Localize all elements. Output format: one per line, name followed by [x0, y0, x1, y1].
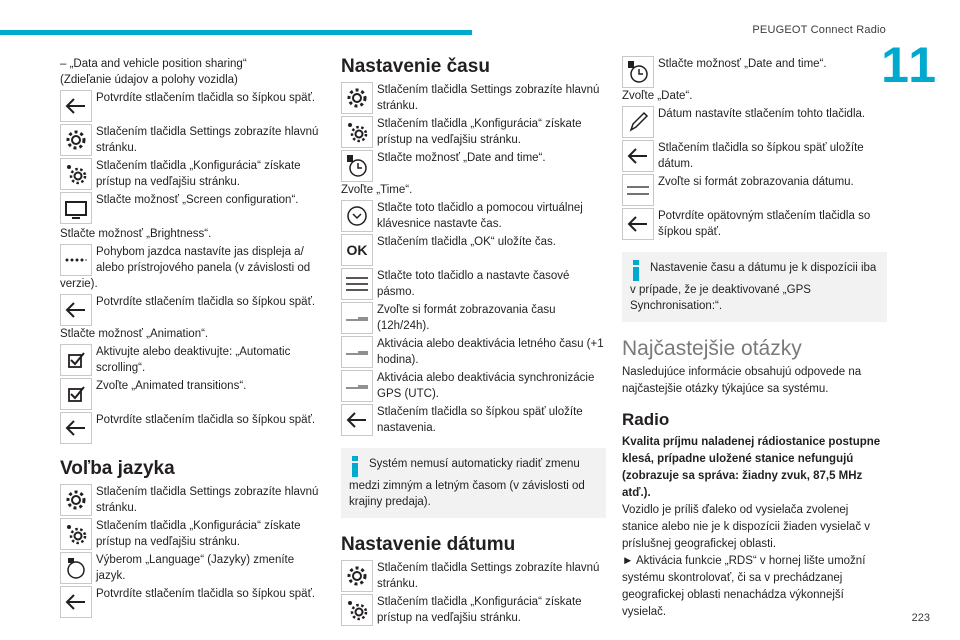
step-row: Pohybom jazdca nastavíte jas displeja a/ alebo prístrojového panela (v závislosti od: [60, 244, 325, 276]
animation-line: Stlačte možnosť „Animation“.: [60, 328, 209, 340]
header-accent-bar: [0, 30, 472, 35]
section-title-faq: Najčastejšie otázky: [622, 337, 802, 360]
format-icon[interactable]: [622, 174, 654, 206]
info-icon: [349, 456, 361, 478]
back-arrow-icon[interactable]: [60, 294, 92, 326]
radio-answer-2: ► Aktivácia funkcie „RDS“ v hornej lište umožní systému skontrolovať, či sa v prechádzanej geografickej oblasti nenachádza výkonnejší vysielač.: [622, 555, 866, 618]
back-arrow-icon[interactable]: [60, 90, 92, 122]
back-arrow-icon[interactable]: [60, 412, 92, 444]
step-row: Potvrdíte stlačením tlačidla so šípkou späť.: [60, 294, 325, 326]
faq-intro: Nasledujúce informácie obsahujú odpovede na najčastejšie otázky týkajúce sa systému.: [622, 366, 862, 395]
step-row: Stlačte toto tlačidlo a pomocou virtuálnej klávesnice nastavte čas.: [341, 200, 606, 232]
section-title-language: Voľba jazyka: [60, 458, 175, 479]
brightness-line: Stlačte možnosť „Brightness“.: [60, 228, 212, 240]
clock-icon[interactable]: [622, 56, 654, 88]
step-row: Stlačením tlačidla so šípkou späť uložíte dátum.: [622, 140, 887, 172]
step-row: Stlačením tlačidla so šípkou späť uložíte nastavenia.: [341, 404, 606, 436]
gear-icon[interactable]: [341, 82, 373, 114]
section-title-date: Nastavenie dátumu: [341, 534, 516, 555]
screen-icon[interactable]: [60, 192, 92, 224]
back-arrow-icon[interactable]: [622, 208, 654, 240]
step-row: Dátum nastavíte stlačením tohto tlačidla.: [622, 106, 887, 138]
chapter-number: 11: [881, 37, 938, 93]
radio-question: Kvalita príjmu naladenej rádiostanice postupne klesá, prípadne uložené stanice nefungujú (zobrazuje sa správa: žiadny zvuk, 87,5 MHz atď.).: [622, 436, 881, 499]
step-row: Stlačte možnosť „Date and time“.: [622, 56, 887, 88]
step-row: Stlačením tlačidla Settings zobrazíte hlavnú stránku.: [60, 124, 325, 156]
step-row: Zvoľte „Animated transitions“.: [60, 378, 325, 410]
step-row: Výberom „Language“ (Jazyky) zmeníte jazyk.: [60, 552, 325, 584]
gear-icon[interactable]: [341, 560, 373, 592]
back-arrow-icon[interactable]: [60, 586, 92, 618]
list-icon[interactable]: [341, 268, 373, 300]
dropdown-icon[interactable]: [341, 200, 373, 232]
time-line: Zvoľte „Time“.: [341, 184, 413, 196]
step-row: Stlačením tlačidla „Konfigurácia“ získate prístup na vedľajšiu stránku.: [60, 158, 325, 190]
pencil-icon[interactable]: [622, 106, 654, 138]
step-row: Potvrdíte stlačením tlačidla so šípkou späť.: [60, 586, 325, 618]
back-arrow-icon[interactable]: [622, 140, 654, 172]
step-row: Aktivácia alebo deaktivácia letného času (+1 hodina).: [341, 336, 606, 368]
page-number: 223: [911, 612, 930, 624]
column-1: [60, 56, 325, 618]
step-row: OK Stlačením tlačidla „OK“ uložíte čas.: [341, 234, 606, 266]
step-row: Zvoľte si formát zobrazovania času (12h/24h).: [341, 302, 606, 334]
step-row: Aktivácia alebo deaktivácia synchronizácie GPS (UTC).: [341, 370, 606, 402]
step-row: Potvrdíte stlačením tlačidla so šípkou späť.: [60, 90, 325, 122]
section-title-time: Nastavenie času: [341, 56, 490, 77]
toggle-icon[interactable]: [341, 336, 373, 368]
step-row: Stlačením tlačidla „Konfigurácia“ získate prístup na vedľajšiu stránku.: [60, 518, 325, 550]
info-icon: [630, 260, 642, 282]
slider-icon[interactable]: [60, 244, 92, 276]
language-icon[interactable]: [60, 552, 92, 584]
configuration-icon[interactable]: [60, 518, 92, 550]
column-2: [341, 56, 606, 626]
step-row: Potvrdíte stlačením tlačidla so šípkou späť.: [60, 412, 325, 444]
section-title-radio: Radio: [622, 410, 670, 429]
ok-button[interactable]: OK: [341, 234, 373, 266]
intro-line: – „Data and vehicle position sharing“: [60, 58, 247, 70]
gear-icon[interactable]: [60, 484, 92, 516]
step-row: Stlačením tlačidla Settings zobrazíte hlavnú stránku.: [60, 484, 325, 516]
configuration-icon[interactable]: [341, 116, 373, 148]
step-row: Stlačením tlačidla Settings zobrazíte hlavnú stránku.: [341, 82, 606, 114]
brightness-cont: verzie).: [60, 278, 98, 290]
toggle-icon[interactable]: [341, 302, 373, 334]
gear-icon[interactable]: [60, 124, 92, 156]
back-arrow-icon[interactable]: [341, 404, 373, 436]
step-row: Stlačte možnosť „Date and time“.: [341, 150, 606, 182]
checkbox-icon[interactable]: [60, 378, 92, 410]
step-row: Zvoľte si formát zobrazovania dátumu.: [622, 174, 887, 206]
step-row: Stlačte toto tlačidlo a nastavte časové pásmo.: [341, 268, 606, 300]
date-line: Zvoľte „Date“.: [622, 90, 693, 102]
step-row: Potvrdíte opätovným stlačením tlačidla so šípkou späť.: [622, 208, 887, 240]
step-row: Stlačte možnosť „Screen configuration“.: [60, 192, 325, 224]
info-box: Systém nemusí automaticky riadiť zmenu medzi zimným a letným časom (v závislosti od krajiny predaja).: [341, 448, 606, 518]
column-3: [622, 56, 887, 621]
intro-line-2: (Zdieľanie údajov a polohy vozidla): [60, 74, 238, 86]
clock-icon[interactable]: [341, 150, 373, 182]
info-box: Nastavenie času a dátumu je k dispozícii iba v prípade, že je deaktivované „GPS Synchronisation:“.: [622, 252, 887, 322]
step-row: Stlačením tlačidla Settings zobrazíte hlavnú stránku.: [341, 560, 606, 592]
configuration-icon[interactable]: [60, 158, 92, 190]
radio-answer: Vozidlo je príliš ďaleko od vysielača zvolenej stanice alebo nie je k dispozícii žiaden vysielač v príslušnej geografickej oblasti.: [622, 504, 871, 550]
step-row: Aktivujte alebo deaktivujte: „Automatic scrolling“.: [60, 344, 325, 376]
header-title: PEUGEOT Connect Radio: [752, 24, 886, 36]
toggle-icon[interactable]: [341, 370, 373, 402]
checkbox-icon[interactable]: [60, 344, 92, 376]
step-row: Stlačením tlačidla „Konfigurácia“ získate prístup na vedľajšiu stránku.: [341, 116, 606, 148]
step-row: Stlačením tlačidla „Konfigurácia“ získate prístup na vedľajšiu stránku.: [341, 594, 606, 626]
configuration-icon[interactable]: [341, 594, 373, 626]
